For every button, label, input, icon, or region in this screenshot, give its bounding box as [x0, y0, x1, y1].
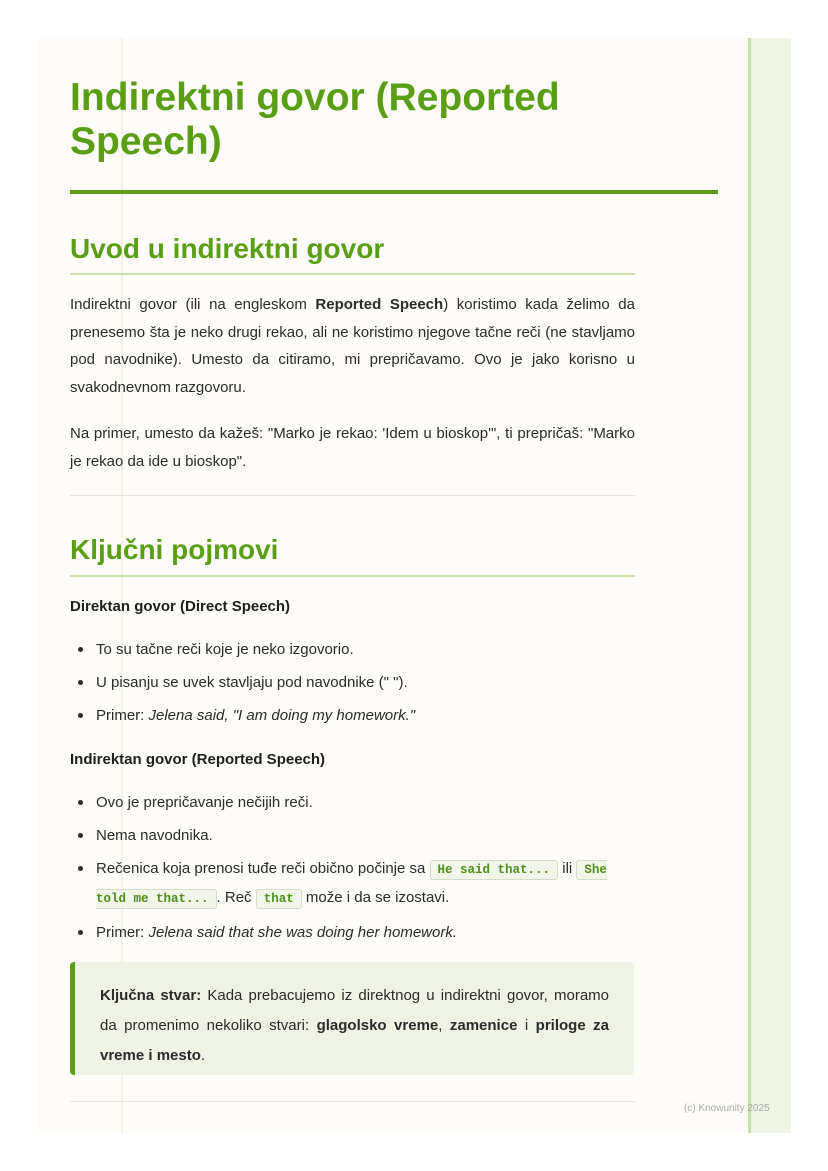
list-item-text: Rečenica koja prenosi tuđe reči obično počinje sa — [96, 860, 430, 877]
callout-label: Ključna stvar: — [100, 987, 202, 1004]
example-sentence: Jelena said, "I am doing my homework." — [148, 707, 416, 724]
list-item-text: Ovo je prepričavanje nečijih reči. — [96, 794, 313, 811]
bullet-icon — [78, 713, 83, 718]
list-item-text: Nema navodnika. — [96, 827, 213, 844]
callout-end: . — [200, 1047, 206, 1064]
callout-bold: glagolsko vreme — [316, 1017, 439, 1034]
bottom-divider — [70, 1101, 635, 1102]
list-item-text: može i da se izostavi. — [301, 889, 450, 906]
callout-text — [100, 981, 609, 1071]
intro-paragraph-2: Na primer, umesto da kažeš: "Marko je rekao: 'Idem u bioskop'", ti prepričaš: "Marko je rekao da ide u bioskop". — [70, 425, 635, 470]
callout-body: Kada prebacujemo iz direktnog u indirektni govor, moramo da promenimo nekoliko stvari: — [100, 987, 610, 1034]
list-item-text: To su tačne reči koje je neko izgovorio. — [96, 641, 354, 658]
right-sidebar — [748, 38, 791, 1133]
key-terms-heading-underline — [70, 575, 635, 577]
list-item — [70, 919, 635, 946]
callout-sep: i — [517, 1017, 536, 1034]
bullet-icon — [78, 647, 83, 652]
list-item — [70, 702, 635, 729]
direct-speech-list — [70, 636, 635, 729]
copyright-footer: (c) Knowunity 2025 — [684, 1103, 770, 1114]
intro-bold-term: Reported Speech — [315, 296, 444, 313]
intro-text-a: Indirektni govor (ili na engleskom — [70, 296, 316, 313]
bullet-icon — [78, 680, 83, 685]
callout-bold: priloge za vreme i mesto — [100, 1017, 609, 1064]
reported-speech-list — [70, 789, 635, 946]
example-prefix: Primer: — [96, 707, 149, 724]
code-snippet: that — [256, 889, 302, 909]
sidebar-border — [748, 38, 751, 1133]
code-snippet: He said that... — [430, 860, 559, 880]
section-divider — [70, 495, 635, 496]
list-item-text: . Reč — [216, 889, 256, 906]
page-title: Indirektni govor (Reported Speech) — [70, 76, 560, 163]
intro-paragraph-1 — [70, 291, 635, 401]
code-snippet: She told me that... — [96, 860, 607, 909]
intro-heading-underline — [70, 273, 635, 275]
list-item — [70, 669, 635, 696]
list-item — [70, 636, 635, 663]
title-underline — [70, 190, 718, 194]
key-point-callout — [70, 962, 634, 1075]
example-sentence: Jelena said that she was doing her homework. — [148, 924, 458, 941]
bullet-icon — [78, 800, 83, 805]
list-item-text: ili — [558, 860, 577, 877]
list-item-text: U pisanju se uvek stavljaju pod navodnike (" "). — [96, 674, 408, 691]
intro-heading: Uvod u indirektni govor — [70, 233, 385, 264]
list-item — [70, 789, 635, 816]
bullet-icon — [78, 833, 83, 838]
reported-speech-title: Indirektan govor (Reported Speech) — [70, 751, 326, 768]
callout-bold: zamenice — [449, 1017, 518, 1034]
example-prefix: Primer: — [96, 924, 149, 941]
direct-speech-title: Direktan govor (Direct Speech) — [70, 598, 291, 615]
callout-sep: , — [438, 1017, 450, 1034]
list-item — [70, 822, 635, 849]
key-terms-heading: Ključni pojmovi — [70, 534, 279, 565]
bullet-icon — [78, 866, 83, 871]
bullet-icon — [78, 930, 83, 935]
intro-text-b: ) koristimo kada želimo da prenesemo šta je neko drugi rekao, ali ne koristimo njegove tačne reči (ne stavljamo pod navodnike). Umesto da citiramo, mi prepričavamo. Ovo je jako korisno u svakodnevnom razgovoru. — [70, 296, 635, 396]
list-item — [70, 855, 635, 913]
